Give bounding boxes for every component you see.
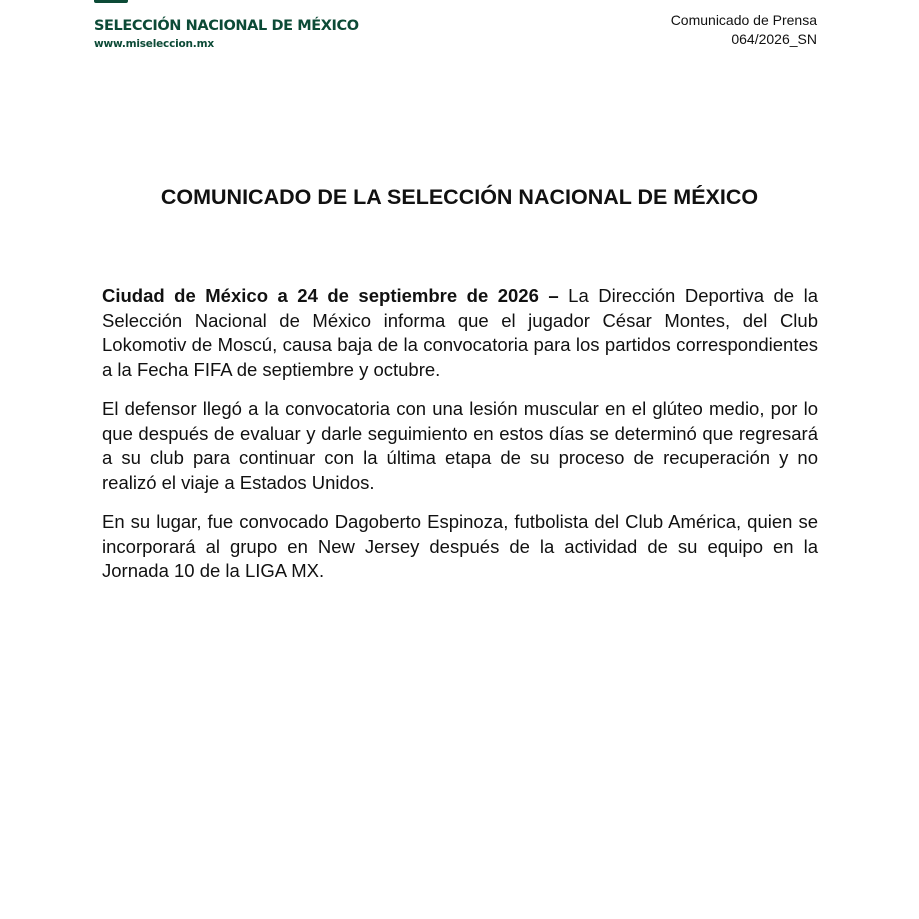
document-title: COMUNICADO DE LA SELECCIÓN NACIONAL DE MÉXICO — [160, 185, 759, 209]
paragraph-1 — [102, 284, 818, 382]
org-name: SELECCIÓN NACIONAL DE MÉXICO — [94, 18, 359, 34]
logo-crest — [94, 0, 128, 3]
press-info — [671, 11, 817, 49]
org-website: www.miseleccion.mx — [94, 38, 214, 50]
press-number: 064/2026_SN — [731, 31, 817, 47]
press-type: Comunicado de Prensa — [670, 12, 817, 28]
document-body — [102, 284, 818, 599]
paragraph-1-lead: Ciudad de México a 24 de septiembre de 2026 – — [102, 285, 559, 306]
paragraph-2: El defensor llegó a la convocatoria con una lesión muscular en el glúteo medio, por lo que después de evaluar y darle seguimiento en estos días se determinó que regresará a su club para continuar con la última etapa de su proceso de recuperación y no realizó el viaje a Estados Unidos. — [102, 398, 818, 493]
paragraph-1-text: La Dirección Deportiva de la Selección Nacional de México informa que el jugador César Montes, del Club Lokomotiv de Moscú, causa baja de la convocatoria para los partidos correspondientes a la Fecha FIFA de septiembre y octubre. — [102, 285, 818, 380]
paragraph-3: En su lugar, fue convocado Dagoberto Espinoza, futbolista del Club América, quien se incorporará al grupo en New Jersey después de la actividad de su equipo en la Jornada 10 de la LIGA MX. — [102, 511, 818, 581]
